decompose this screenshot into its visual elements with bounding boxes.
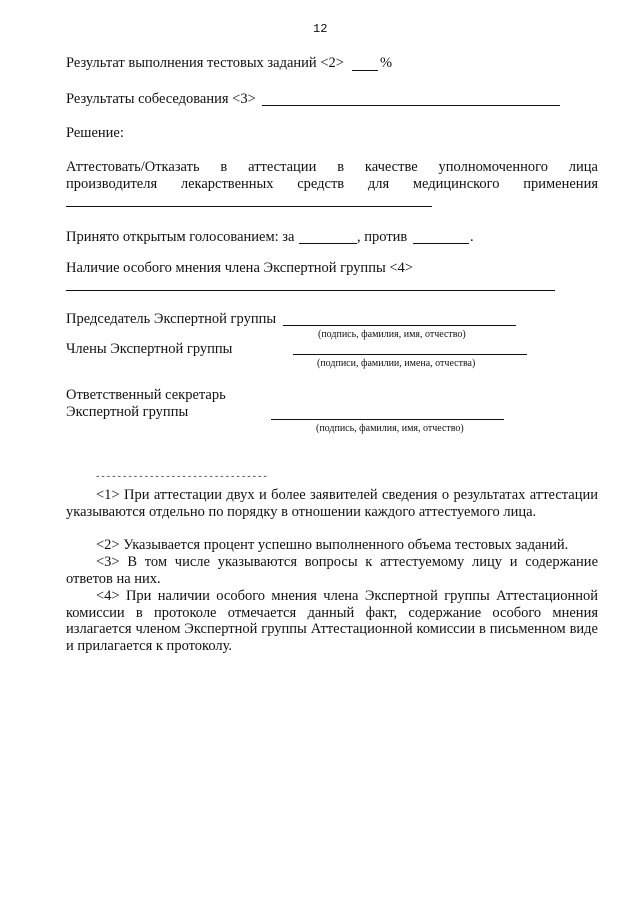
secretary-signature-blank — [271, 419, 504, 420]
interview-result-blank — [262, 105, 560, 106]
footnote-1-text: <1> При аттестации двух и более заявителей сведения о результатах аттестации указываются отдельно по порядку в отношении каждого аттестуемого лица. — [66, 487, 598, 520]
vote-prefix: Принято открытым голосованием: за — [66, 229, 295, 245]
decision-blank — [66, 206, 432, 207]
dissent-label: Наличие особого мнения члена Экспертной группы <4> — [66, 260, 413, 276]
footnote-3 — [66, 554, 598, 587]
footnote-3-text: <3> В том числе указываются вопросы к аттестуемому лицу и содержание ответов на них. — [66, 554, 598, 587]
test-result-percent: % — [380, 55, 393, 71]
members-signature-blank — [293, 354, 527, 355]
dissent-blank — [66, 290, 555, 291]
test-result-blank — [352, 70, 378, 71]
test-result-label: Результат выполнения тестовых заданий <2> — [66, 55, 344, 71]
footnote-2-text: <2> Указывается процент успешно выполненного объема тестовых заданий. — [96, 537, 569, 553]
chairman-caption: (подпись, фамилия, имя, отчество) — [318, 329, 466, 340]
decision-heading: Решение: — [66, 125, 124, 141]
chairman-label: Председатель Экспертной группы — [66, 311, 277, 327]
secretary-label-line-2: Экспертной группы — [66, 404, 189, 420]
decision-line-2: производителя лекарственных средств для медицинского применения — [66, 176, 598, 192]
interview-result-label: Результаты собеседования <3> — [66, 91, 256, 107]
secretary-caption: (подпись, фамилия, имя, отчество) — [316, 423, 464, 434]
decision-line-1: Аттестовать/Отказать в аттестации в качестве уполномоченного лица — [66, 159, 598, 175]
vote-end: . — [470, 229, 474, 245]
footnote-4 — [66, 588, 598, 654]
vote-for-blank — [299, 243, 357, 244]
page-number: 12 — [313, 22, 328, 36]
members-label: Члены Экспертной группы — [66, 341, 233, 357]
secretary-label-line-1: Ответственный секретарь — [66, 387, 226, 403]
footnote-separator: -------------------------------- — [95, 472, 268, 482]
footnote-1 — [66, 487, 598, 520]
chairman-signature-blank — [283, 325, 516, 326]
members-caption: (подписи, фамилии, имена, отчества) — [317, 358, 476, 369]
vote-against-blank — [413, 243, 469, 244]
vote-middle: , против — [357, 229, 408, 245]
footnote-2 — [66, 537, 598, 554]
footnote-4-text: <4> При наличии особого мнения члена Экспертной группы Аттестационной комиссии в протоколе отмечается данный факт, содержание особого мнения излагается членом Экспертной группы Аттестационной комиссии в письменном виде и прилагается к протоколу. — [66, 588, 598, 654]
